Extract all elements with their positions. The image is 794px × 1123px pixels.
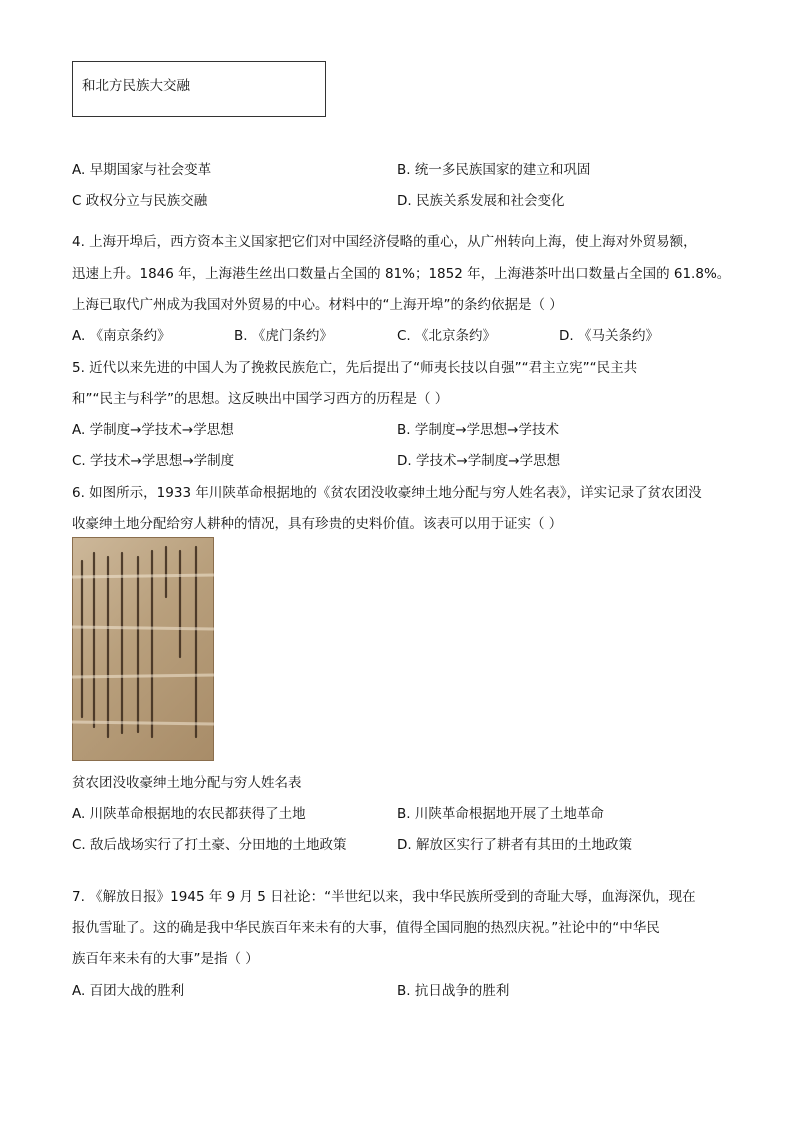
q3-option-d[interactable]: D. 民族关系发展和社会变化	[397, 193, 565, 209]
q4-option-b[interactable]: B. 《虎门条约》	[234, 328, 333, 344]
q4-option-d[interactable]: D. 《马关条约》	[559, 328, 659, 344]
q6-option-c[interactable]: C. 敌后战场实行了打土豪、分田地的土地政策	[72, 837, 347, 853]
q5-text-line-2: 和”“民主与科学”的思想。这反映出中国学习西方的历程是（ ）	[72, 391, 449, 407]
q3-option-c[interactable]: C 政权分立与民族交融	[72, 193, 208, 209]
photo-caption: 贫农团没收豪绅土地分配与穷人姓名表	[72, 775, 302, 791]
document-handwriting-image	[72, 537, 214, 761]
q5-option-d[interactable]: D. 学技术→学制度→学思想	[397, 453, 561, 469]
q5-option-b[interactable]: B. 学制度→学思想→学技术	[397, 422, 559, 438]
q5-option-c[interactable]: C. 学技术→学思想→学制度	[72, 453, 235, 469]
q4-text-line-2: 迅速上升。1846 年，上海港生丝出口数量占全国的 81%；1852 年，上海港茶叶出口数量占全国的 61.8%。	[72, 266, 731, 282]
q4-text-line-3: 上海已取代广州成为我国对外贸易的中心。材料中的“上海开埠”的条约依据是（ ）	[72, 297, 563, 313]
q6-option-d[interactable]: D. 解放区实行了耕者有其田的土地政策	[397, 837, 632, 853]
text-box	[72, 61, 326, 117]
q4-text-line-1: 4. 上海开埠后，西方资本主义国家把它们对中国经济侵略的重心，从广州转向上海，使上海对外贸易额，	[72, 234, 697, 250]
q5-text-line-1: 5. 近代以来先进的中国人为了挽救民族危亡，先后提出了“师夷长技以自强”“君主立宪”“民主共	[72, 360, 638, 376]
q7-text-line-2: 报仇雪耻了。这的确是我中华民族百年来未有的大事，值得全国同胞的热烈庆祝。”社论中的“中华民	[72, 920, 660, 936]
q6-option-b[interactable]: B. 川陕革命根据地开展了土地革命	[397, 806, 604, 822]
q7-text-line-3: 族百年来未有的大事”是指（ ）	[72, 951, 259, 967]
q6-text-line-2: 收豪绅土地分配给穷人耕种的情况，具有珍贵的史料价值。该表可以用于证实（ ）	[72, 516, 563, 532]
q5-option-a[interactable]: A. 学制度→学技术→学思想	[72, 422, 234, 438]
q3-option-b[interactable]: B. 统一多民族国家的建立和巩固	[397, 162, 591, 178]
q4-option-a[interactable]: A. 《南京条约》	[72, 328, 171, 344]
q7-text-line-1: 7. 《解放日报》1945 年 9 月 5 日社论：“半世纪以来，我中华民族所受到的奇耻大辱，血海深仇，现在	[72, 889, 696, 905]
q6-option-a[interactable]: A. 川陕革命根据地的农民都获得了土地	[72, 806, 306, 822]
q7-option-a[interactable]: A. 百团大战的胜利	[72, 983, 185, 999]
q7-option-b[interactable]: B. 抗日战争的胜利	[397, 983, 510, 999]
box-text: 和北方民族大交融	[82, 78, 190, 94]
q6-text-line-1: 6. 如图所示，1933 年川陕革命根据地的《贫农团没收豪绅土地分配与穷人姓名表》，详实记录了贫农团没	[72, 485, 702, 501]
q4-option-c[interactable]: C. 《北京条约》	[397, 328, 497, 344]
historical-document-photo	[72, 537, 214, 761]
q3-option-a[interactable]: A. 早期国家与社会变革	[72, 162, 212, 178]
